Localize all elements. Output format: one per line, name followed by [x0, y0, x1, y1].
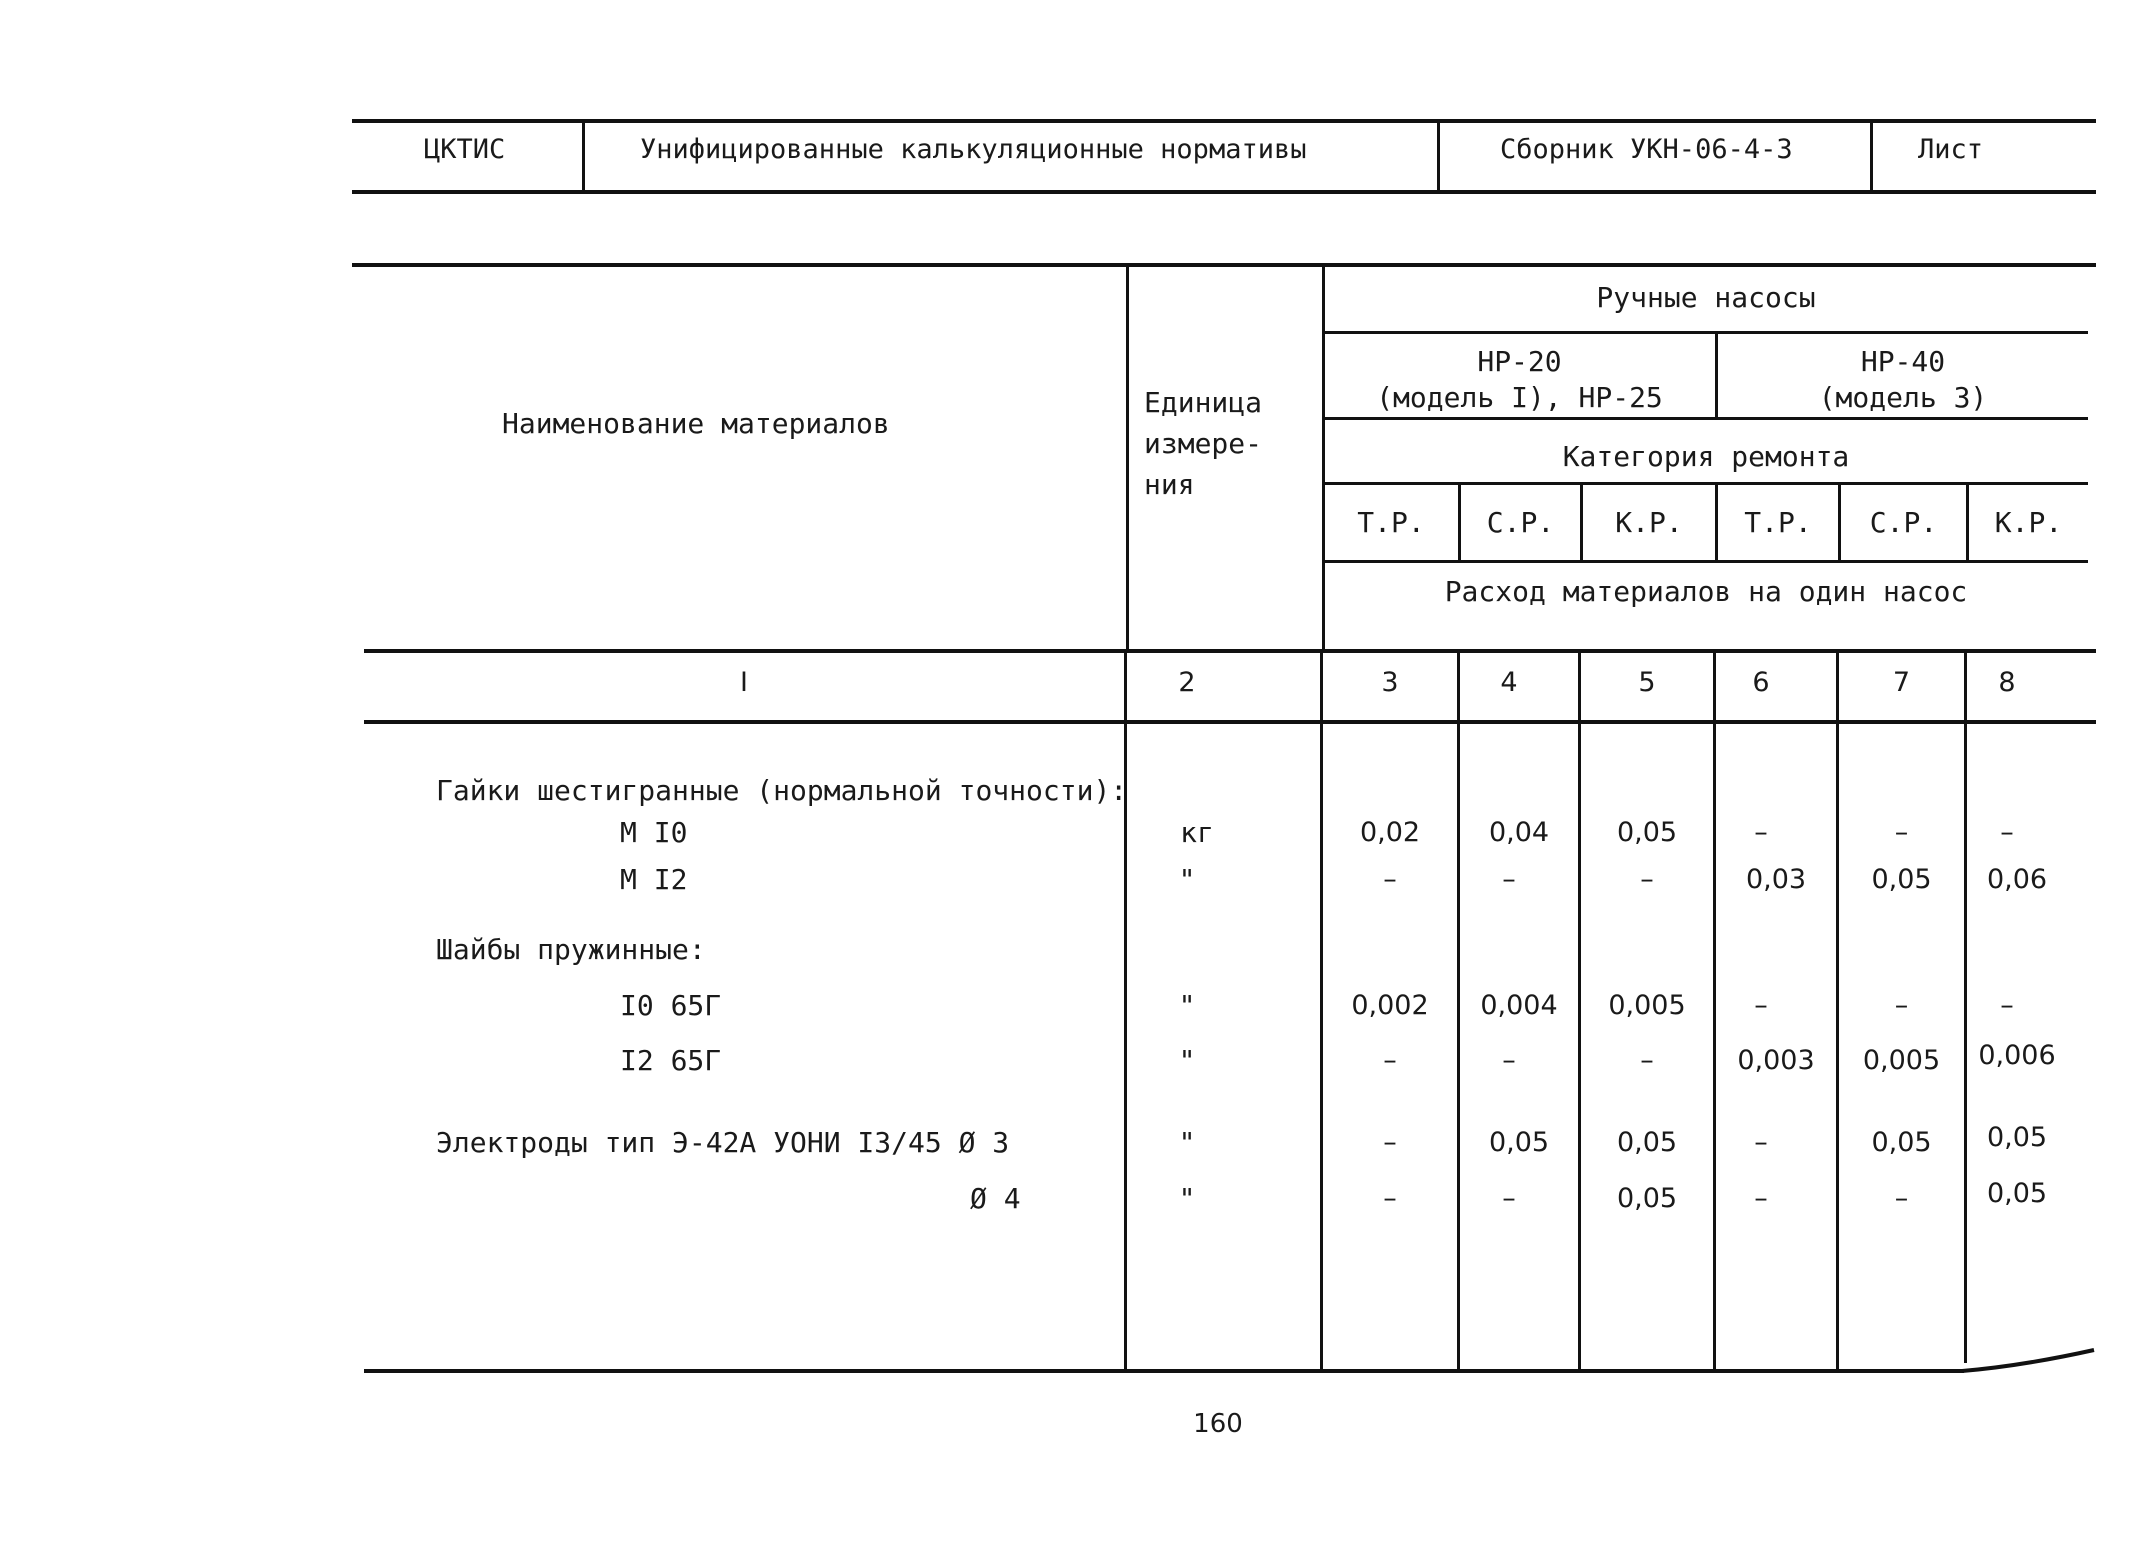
cell-value: 0,05 — [1616, 817, 1678, 848]
cell-value: 0,05 — [1871, 1127, 1932, 1158]
col-number-3: 3 — [1381, 667, 1399, 698]
repair-type-2: С.Р. — [1486, 506, 1555, 539]
col-number-7: 7 — [1892, 667, 1911, 698]
col-unit-header-3: ния — [1144, 468, 1195, 501]
row-unit: " — [1178, 989, 1196, 1022]
title-bottom-rule — [352, 190, 2096, 194]
col-number-6: 6 — [1752, 667, 1770, 698]
col-number-4: 4 — [1500, 667, 1518, 698]
cell-value: 0,05 — [1986, 1178, 2048, 1209]
cell-value: 0,003 — [1737, 1045, 1815, 1076]
model-a-line-2: (модель I), НР-25 — [1376, 381, 1663, 414]
col-unit-header-2: измере- — [1144, 427, 1263, 460]
cell-value: – — [2000, 990, 2014, 1021]
cell-value: – — [1383, 864, 1397, 895]
row-name: Электроды тип Э-42А УОНИ I3/45 Ø 3 — [436, 1126, 1010, 1159]
cell-value: – — [1894, 990, 1909, 1021]
row-name: М I2 — [620, 863, 688, 896]
cell-value: 0,05 — [1488, 1127, 1550, 1158]
cell-value: – — [1502, 1045, 1516, 1076]
repair-type-5: С.Р. — [1869, 506, 1938, 539]
cell-value: – — [1754, 1127, 1768, 1158]
title-divider-2 — [1437, 121, 1440, 192]
row-name: I2 65Г — [620, 1044, 722, 1077]
cell-value: – — [1383, 1045, 1397, 1076]
title-divider-3 — [1870, 121, 1873, 192]
repair-rule — [1324, 560, 2088, 563]
repair-type-1: Т.Р. — [1357, 506, 1425, 539]
row-unit: " — [1178, 1044, 1196, 1077]
table-bottom-rule — [364, 1369, 1964, 1373]
repair-type-3: К.Р. — [1615, 506, 1683, 539]
cell-value: – — [1894, 1183, 1909, 1214]
cell-value: – — [1754, 1183, 1768, 1214]
col-unit-header-1: Единица — [1144, 386, 1263, 419]
model-a-line-1: НР-20 — [1477, 345, 1562, 378]
row-unit: " — [1178, 1182, 1196, 1215]
repair-type-6: К.Р. — [1994, 506, 2063, 539]
cell-value: 0,05 — [1986, 1122, 2048, 1153]
cell-value: 0,05 — [1616, 1127, 1678, 1158]
cell-value: – — [1383, 1183, 1397, 1214]
document-title: Унифицированные калькуляционные нормативы — [640, 134, 1307, 165]
cell-value: – — [1754, 817, 1768, 848]
col-name-header: Наименование материалов — [502, 407, 890, 440]
row-unit: кг — [1180, 816, 1214, 849]
cell-value: – — [1640, 1045, 1654, 1076]
cell-value: 0,06 — [1986, 864, 2048, 895]
cell-value: – — [1754, 990, 1768, 1021]
row-name: Ø 4 — [970, 1182, 1021, 1215]
row-name: I0 65Г — [620, 989, 722, 1022]
model-b-line-2: (модель 3) — [1818, 381, 1988, 414]
col-number-1: I — [740, 667, 748, 698]
row-name: М I0 — [620, 816, 688, 849]
cell-value: – — [2000, 817, 2014, 848]
cell-value: 0,002 — [1351, 990, 1429, 1021]
cell-value: – — [1502, 1183, 1516, 1214]
group-header: Ручные насосы — [1596, 281, 1816, 314]
title-divider-1 — [582, 121, 585, 192]
sheet-label: Лист — [1918, 134, 1984, 165]
cell-value: 0,004 — [1480, 990, 1558, 1021]
category-header: Категория ремонта — [1562, 440, 1850, 473]
cell-value: – — [1640, 864, 1654, 895]
col-number-8: 8 — [1998, 667, 2016, 698]
model-b-line-1: НР-40 — [1860, 345, 1946, 378]
repair-type-4: Т.Р. — [1744, 506, 1812, 539]
cell-value: 0,05 — [1616, 1183, 1678, 1214]
model-rule — [1324, 417, 2088, 420]
org-name: ЦКТИС — [424, 134, 506, 165]
group-label-nuts: Гайки шестигранные (нормальной точности): — [436, 774, 1128, 807]
page-number: 160 — [1193, 1409, 1243, 1439]
row-unit: " — [1178, 1126, 1196, 1159]
cell-value: 0,05 — [1871, 864, 1932, 895]
cell-value: 0,03 — [1745, 864, 1807, 895]
cell-value: 0,02 — [1359, 817, 1421, 848]
table-bottom-rule-end — [1962, 1344, 2102, 1376]
title-top-rule — [352, 119, 2096, 123]
col-divider-unit-left — [1126, 265, 1129, 651]
table-top-rule — [352, 263, 2096, 267]
collection-code: Сборник УКН-06-4-3 — [1500, 134, 1793, 165]
cell-value: – — [1894, 817, 1909, 848]
cell-value: – — [1383, 1127, 1397, 1158]
consumption-header: Расход материалов на один насос — [1444, 575, 1968, 608]
col-number-2: 2 — [1178, 667, 1196, 698]
cell-value: 0,005 — [1608, 990, 1686, 1021]
cell-value: – — [1502, 864, 1516, 895]
category-rule — [1324, 482, 2088, 485]
cell-value: 0,04 — [1488, 817, 1550, 848]
group-rule — [1324, 331, 2088, 334]
col-number-5: 5 — [1638, 667, 1656, 698]
cell-value: 0,006 — [1978, 1040, 2056, 1071]
group-label-washers: Шайбы пружинные: — [436, 933, 706, 966]
cell-value: 0,005 — [1862, 1045, 1941, 1076]
row-unit: " — [1178, 863, 1196, 896]
